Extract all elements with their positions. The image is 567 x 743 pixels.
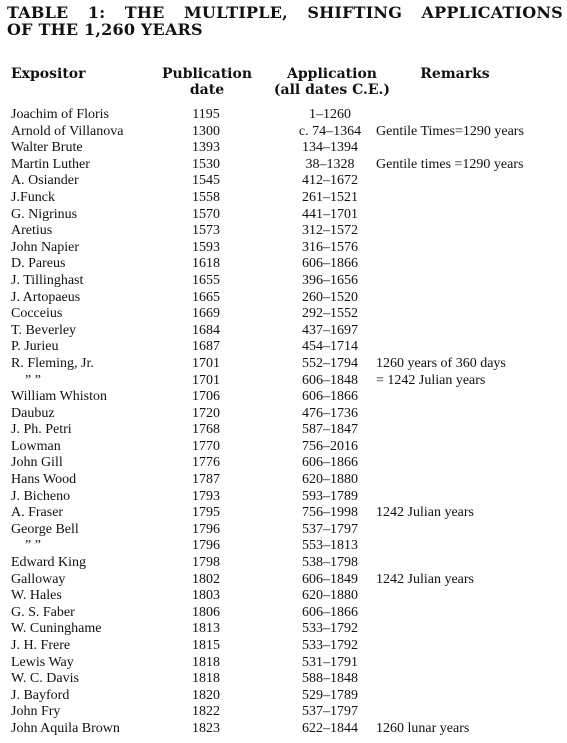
publication-date-cell: 1545 xyxy=(192,173,220,189)
table-row xyxy=(0,588,567,605)
expositor-cell: J. Bayford xyxy=(11,687,70,703)
table-row xyxy=(0,290,567,307)
table-row xyxy=(0,439,567,456)
publication-date-cell: 1720 xyxy=(192,405,220,421)
application-cell: 622–1844 xyxy=(302,720,358,736)
table-row xyxy=(0,207,567,224)
application-cell: 537–1797 xyxy=(302,704,358,720)
publication-date-cell: 1706 xyxy=(192,389,220,405)
column-header-expositor-label: Expositor xyxy=(11,66,86,82)
publication-date-cell: 1573 xyxy=(192,223,220,239)
publication-date-cell: 1669 xyxy=(192,306,220,322)
table-row xyxy=(0,671,567,688)
table-row xyxy=(0,489,567,506)
expositor-cell: Lowman xyxy=(11,438,61,454)
title-word: TABLE xyxy=(7,3,69,22)
table-row xyxy=(0,140,567,157)
publication-date-cell: 1701 xyxy=(192,355,220,371)
application-cell: 531–1791 xyxy=(302,654,358,670)
publication-date-cell: 1818 xyxy=(192,671,220,687)
column-header-remarks-label: Remarks xyxy=(420,66,490,82)
column-header-application xyxy=(268,66,396,98)
expositor-cell: John Aquila Brown xyxy=(11,720,120,736)
column-header-expositor xyxy=(11,66,86,82)
table-row xyxy=(0,638,567,655)
table-row xyxy=(0,223,567,240)
title-word: THE xyxy=(124,3,165,22)
table-body xyxy=(0,107,567,738)
expositor-cell: Cocceius xyxy=(11,306,63,322)
remarks-cell: 1260 lunar years xyxy=(376,720,470,736)
table-row xyxy=(0,572,567,589)
publication-date-cell: 1793 xyxy=(192,488,220,504)
publication-date-cell: 1806 xyxy=(192,604,220,620)
expositor-cell: Hans Wood xyxy=(11,472,77,488)
table-row xyxy=(0,107,567,124)
column-header-publication-date xyxy=(152,66,262,98)
application-cell: 454–1714 xyxy=(302,339,358,355)
title-word: APPLICATIONS xyxy=(421,3,563,22)
table-row xyxy=(0,621,567,638)
expositor-cell: A. Osiander xyxy=(11,173,79,189)
expositor-cell: G. Nigrinus xyxy=(11,206,78,222)
publication-date-cell: 1823 xyxy=(192,720,220,736)
publication-date-cell: 1815 xyxy=(192,638,220,653)
column-header-application-line-2: (all dates C.E.) xyxy=(273,82,391,98)
column-header-publication-line-2: date xyxy=(189,82,225,98)
table-row xyxy=(0,190,567,207)
application-cell: 553–1813 xyxy=(302,538,358,554)
table-row xyxy=(0,721,567,738)
publication-date-cell: 1795 xyxy=(192,505,220,521)
table-row xyxy=(0,339,567,356)
expositor-cell: J. Ph. Petri xyxy=(11,422,72,438)
expositor-cell: Joachim of Floris xyxy=(11,107,109,122)
table-title-line-2: OF THE 1,260 YEARS xyxy=(7,20,203,39)
expositor-cell: J. Tillinghast xyxy=(11,272,84,288)
table-row xyxy=(0,555,567,572)
publication-date-cell: 1701 xyxy=(192,372,220,388)
column-header-application-line-1: Application xyxy=(287,66,377,82)
publication-date-cell: 1796 xyxy=(192,538,220,554)
title-word: 1: xyxy=(87,3,106,22)
table-row xyxy=(0,505,567,522)
expositor-cell: J. Bicheno xyxy=(11,488,71,504)
table-row xyxy=(0,157,567,174)
application-cell: 552–1794 xyxy=(302,355,358,371)
expositor-cell: Galloway xyxy=(11,571,66,587)
application-cell: 538–1798 xyxy=(302,555,358,571)
application-cell: 533–1792 xyxy=(302,638,358,653)
application-cell: 134–1394 xyxy=(302,140,358,156)
application-cell: 38–1328 xyxy=(305,156,355,172)
application-cell: 588–1848 xyxy=(302,671,358,687)
expositor-cell: John Fry xyxy=(11,704,61,720)
application-cell: 533–1792 xyxy=(302,621,358,637)
expositor-cell: William Whiston xyxy=(11,389,108,405)
table-row xyxy=(0,173,567,190)
table-row xyxy=(0,522,567,539)
expositor-cell: ” ” xyxy=(25,538,41,554)
application-cell: 261–1521 xyxy=(302,189,358,205)
table-row xyxy=(0,389,567,406)
expositor-cell: Arnold of Villanova xyxy=(11,123,124,139)
publication-date-cell: 1813 xyxy=(192,621,220,637)
application-cell: 292–1552 xyxy=(302,306,358,322)
remarks-cell: 1242 Julian years xyxy=(376,505,474,521)
table-row xyxy=(0,306,567,323)
publication-date-cell: 1822 xyxy=(192,704,220,720)
table-row xyxy=(0,124,567,141)
table-row xyxy=(0,538,567,555)
publication-date-cell: 1787 xyxy=(192,472,220,488)
remarks-cell: = 1242 Julian years xyxy=(376,372,486,388)
application-cell: 593–1789 xyxy=(302,488,358,504)
publication-date-cell: 1768 xyxy=(192,422,220,438)
application-cell: 537–1797 xyxy=(302,521,358,537)
application-cell: 312–1572 xyxy=(302,223,358,239)
table-row xyxy=(0,273,567,290)
publication-date-cell: 1593 xyxy=(192,239,220,255)
table-row xyxy=(0,688,567,705)
application-cell: 316–1576 xyxy=(302,239,358,255)
application-cell: 476–1736 xyxy=(302,405,358,421)
application-cell: 620–1880 xyxy=(302,472,358,488)
table-title xyxy=(7,4,563,38)
table-row xyxy=(0,472,567,489)
expositor-cell: John Napier xyxy=(11,239,80,255)
application-cell: 606–1866 xyxy=(302,455,358,471)
remarks-cell: Gentile Times=1290 years xyxy=(376,123,524,139)
publication-date-cell: 1558 xyxy=(192,189,220,205)
expositor-cell: W. C. Davis xyxy=(11,671,79,687)
publication-date-cell: 1796 xyxy=(192,521,220,537)
remarks-cell: Gentile times =1290 years xyxy=(376,156,524,172)
application-cell: 756–2016 xyxy=(302,438,358,454)
publication-date-cell: 1820 xyxy=(192,687,220,703)
publication-date-cell: 1530 xyxy=(192,156,220,172)
expositor-cell: George Bell xyxy=(11,521,79,537)
expositor-cell: P. Jurieu xyxy=(11,339,59,355)
expositor-cell: J. H. Frere xyxy=(11,638,71,653)
table-row xyxy=(0,323,567,340)
publication-date-cell: 1770 xyxy=(192,438,220,454)
expositor-cell: Martin Luther xyxy=(11,156,90,172)
application-cell: 606–1866 xyxy=(302,256,358,272)
table-row xyxy=(0,605,567,622)
table-row xyxy=(0,240,567,257)
publication-date-cell: 1300 xyxy=(192,123,220,139)
expositor-cell: Aretius xyxy=(11,223,53,239)
column-header-publication-line-1: Publication xyxy=(161,66,253,82)
application-cell: 587–1847 xyxy=(302,422,358,438)
table-row xyxy=(0,406,567,423)
application-cell: 756–1998 xyxy=(302,505,358,521)
publication-date-cell: 1802 xyxy=(192,571,220,587)
expositor-cell: R. Fleming, Jr. xyxy=(11,355,94,371)
application-cell: 620–1880 xyxy=(302,588,358,604)
application-cell: 412–1672 xyxy=(302,173,358,189)
remarks-cell: 1242 Julian years xyxy=(376,571,474,587)
application-cell: 260–1520 xyxy=(302,289,358,305)
title-word: MULTIPLE, xyxy=(184,3,288,22)
application-cell: c. 74–1364 xyxy=(298,123,362,139)
application-cell: 441–1701 xyxy=(302,206,358,222)
expositor-cell: W. Cuninghame xyxy=(11,621,102,637)
expositor-cell: John Gill xyxy=(11,455,63,471)
expositor-cell: G. S. Faber xyxy=(11,604,75,620)
publication-date-cell: 1818 xyxy=(192,654,220,670)
expositor-cell: T. Beverley xyxy=(11,322,77,338)
expositor-cell: Edward King xyxy=(11,555,87,571)
application-cell: 437–1697 xyxy=(302,322,358,338)
publication-date-cell: 1618 xyxy=(192,256,220,272)
publication-date-cell: 1665 xyxy=(192,289,220,305)
publication-date-cell: 1803 xyxy=(192,588,220,604)
publication-date-cell: 1798 xyxy=(192,555,220,571)
table-row xyxy=(0,655,567,672)
application-cell: 396–1656 xyxy=(302,272,358,288)
publication-date-cell: 1776 xyxy=(192,455,220,471)
application-cell: 1–1260 xyxy=(309,107,351,122)
publication-date-cell: 1195 xyxy=(192,107,220,122)
table-row xyxy=(0,356,567,373)
table-row xyxy=(0,704,567,721)
expositor-cell: D. Pareus xyxy=(11,256,66,272)
publication-date-cell: 1655 xyxy=(192,272,220,288)
application-cell: 606–1848 xyxy=(302,372,358,388)
application-cell: 529–1789 xyxy=(302,687,358,703)
table-row xyxy=(0,422,567,439)
expositor-cell: W. Hales xyxy=(11,588,62,604)
application-cell: 606–1849 xyxy=(302,571,358,587)
expositor-cell: J.Funck xyxy=(11,189,55,205)
expositor-cell: Walter Brute xyxy=(11,140,83,156)
application-cell: 606–1866 xyxy=(302,604,358,620)
application-cell: 606–1866 xyxy=(302,389,358,405)
expositor-cell: Lewis Way xyxy=(11,654,74,670)
publication-date-cell: 1570 xyxy=(192,206,220,222)
publication-date-cell: 1684 xyxy=(192,322,220,338)
remarks-cell: 1260 years of 360 days xyxy=(376,355,506,371)
title-word: SHIFTING xyxy=(307,3,403,22)
table-title-line-1 xyxy=(7,4,563,21)
expositor-cell: A. Fraser xyxy=(11,505,64,521)
table-row xyxy=(0,455,567,472)
expositor-cell: Daubuz xyxy=(11,405,55,421)
table-row xyxy=(0,256,567,273)
table-row xyxy=(0,373,567,390)
expositor-cell: J. Artopaeus xyxy=(11,289,81,305)
expositor-cell: ” ” xyxy=(25,372,41,388)
publication-date-cell: 1393 xyxy=(192,140,220,156)
column-header-remarks xyxy=(400,66,510,82)
publication-date-cell: 1687 xyxy=(192,339,220,355)
